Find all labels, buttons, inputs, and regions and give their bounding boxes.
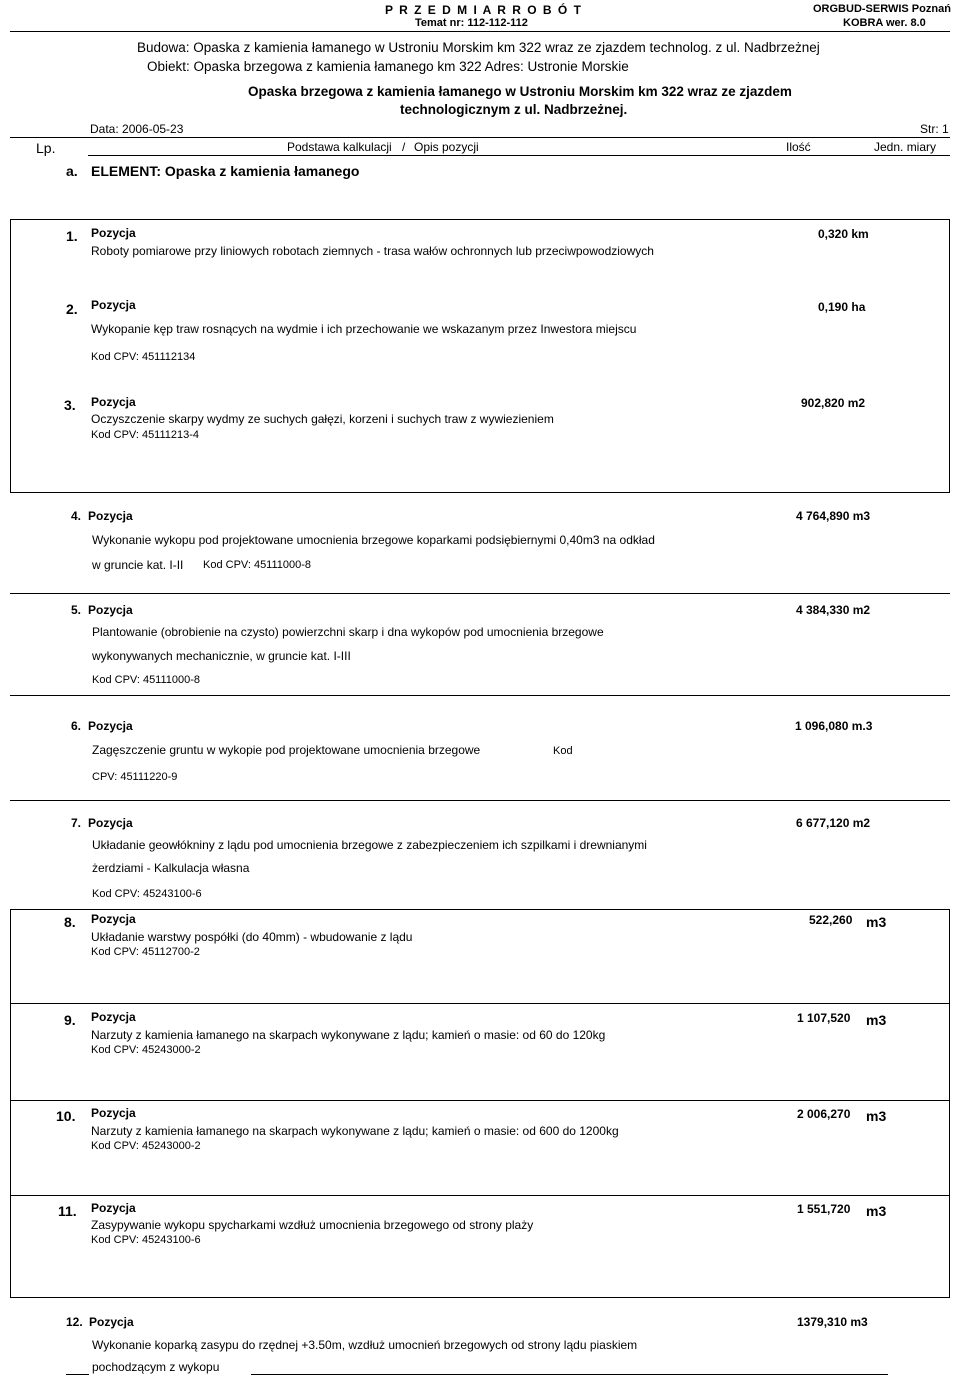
element-letter: a. xyxy=(66,163,78,179)
item-kod: Kod xyxy=(553,745,573,757)
item-cpv: CPV: 45111220-9 xyxy=(92,771,178,783)
item-description-cont: wykonywanych mechanicznie, w gruncie kat. I-III xyxy=(92,649,351,663)
item-description: Plantowanie (obrobienie na czysto) powierzchni skarp i dna wykopów pod umocnienia brzegowe xyxy=(92,625,604,639)
item-description: Zasypywanie wykopu spycharkami wzdłuż umocnienia brzegowego od strony plaży xyxy=(91,1218,534,1232)
item-quantity: 1379,310 m3 xyxy=(797,1315,868,1329)
item-description-cont: w gruncie kat. I-II xyxy=(92,558,184,572)
item-label: Pozycja xyxy=(91,1106,136,1120)
item-number: 11. xyxy=(58,1203,77,1219)
item-cpv: Kod CPV: 45243100-6 xyxy=(92,888,202,900)
item-label: Pozycja xyxy=(91,1201,136,1215)
item-quantity: 1 551,720 xyxy=(797,1202,851,1216)
column-unit: Jedn. miary xyxy=(874,140,937,154)
item-number: 5. xyxy=(71,603,82,617)
item-label: Pozycja xyxy=(88,719,133,733)
item-cpv: Kod CPV: 45243000-2 xyxy=(91,1044,201,1056)
software-version: KOBRA wer. 8.0 xyxy=(843,17,926,29)
item-cpv: Kod CPV: 45111000-8 xyxy=(203,559,312,571)
item-cpv: Kod CPV: 45243000-2 xyxy=(91,1140,201,1152)
document-title: P R Z E D M I A R R O B Ó T xyxy=(385,3,583,17)
page-number: Str: 1 xyxy=(920,122,949,136)
item-description: Układanie warstwy pospółki (do 40mm) - wbudowanie z lądu xyxy=(91,930,413,944)
item-label: Pozycja xyxy=(91,298,136,312)
item-quantity: 1 096,080 m.3 xyxy=(795,719,873,733)
document-date: Data: 2006-05-23 xyxy=(90,122,184,136)
item-description: Narzuty z kamienia łamanego na skarpach wykonywane z lądu; kamień o masie: od 600 do 1200kg xyxy=(91,1124,619,1138)
item-number: 8. xyxy=(64,914,76,930)
item-unit: m3 xyxy=(866,1203,887,1219)
column-rule xyxy=(88,155,950,156)
item-description: Wykonanie koparką zasypu do rzędnej +3.50m, wzdłuż umocnień brzegowych od strony lądu piaskiem xyxy=(92,1338,638,1352)
item-quantity: 4 764,890 m3 xyxy=(796,509,871,523)
item-label: Pozycja xyxy=(91,226,136,240)
item-label: Pozycja xyxy=(88,509,133,523)
item-quantity: 1 107,520 xyxy=(797,1011,851,1025)
item-quantity: 4 384,330 m2 xyxy=(796,603,871,617)
item-description: Zagęszczenie gruntu w wykopie pod projektowane umocnienia brzegowe xyxy=(92,743,481,757)
blank-line-left xyxy=(66,1374,89,1375)
item-unit: m3 xyxy=(866,914,887,930)
heading-line-1: Opaska brzegowa z kamienia łamanego w Ustroniu Morskim km 322 wraz ze zjazdem xyxy=(248,84,792,99)
obiekt-line: Obiekt: Opaska brzegowa z kamienia łamanego km 322 Adres: Ustronie Morskie xyxy=(147,59,629,74)
item-number: 7. xyxy=(71,816,82,830)
item-number: 2. xyxy=(66,301,78,317)
budowa-line: Budowa: Opaska z kamienia łamanego w Ustroniu Morskim km 322 wraz ze zjazdem technolog. z ul. Nadbrzeżnej xyxy=(137,40,820,55)
item-description: Narzuty z kamienia łamanego na skarpach wykonywane z lądu; kamień o masie: od 60 do 120kg xyxy=(91,1028,606,1042)
item-cpv: Kod CPV: 45112700-2 xyxy=(91,946,200,958)
item-description: Wykonanie wykopu pod projektowane umocnienia brzegowe koparkami podsiębiernymi 0,40m3 na odkład xyxy=(92,533,655,547)
item-quantity: 522,260 xyxy=(809,913,853,927)
item-number: 12. xyxy=(66,1315,83,1329)
item-label: Pozycja xyxy=(88,603,133,617)
item-description-cont: żerdziami - Kalkulacja własna xyxy=(92,861,250,875)
item-unit: m3 xyxy=(866,1108,887,1124)
item-number: 10. xyxy=(56,1108,76,1124)
item-quantity: 6 677,120 m2 xyxy=(796,816,871,830)
item-description: Roboty pomiarowe przy liniowych robotach ziemnych - trasa wałów ochronnych lub przeciwpowodziowych xyxy=(91,244,654,258)
item-number: 1. xyxy=(66,228,78,244)
item-label: Pozycja xyxy=(88,816,133,830)
item-number: 6. xyxy=(71,719,82,733)
column-description: Opis pozycji xyxy=(414,140,479,154)
item-description-cont: pochodzącym z wykopu xyxy=(92,1360,220,1374)
item-cpv: Kod CPV: 45111000-8 xyxy=(92,674,201,686)
element-title: ELEMENT: Opaska z kamienia łamanego xyxy=(91,163,360,179)
date-rule xyxy=(10,137,950,138)
item-description: Wykopanie kęp traw rosnących na wydmie i ich przechowanie we wskazanym przez Inwestora miejscu xyxy=(91,322,637,336)
item-cpv: Kod CPV: 451112134 xyxy=(91,351,196,363)
item-quantity: 902,820 m2 xyxy=(801,396,866,410)
item-quantity: 0,190 ha xyxy=(818,300,866,314)
column-separator: / xyxy=(402,140,406,154)
item-quantity: 0,320 km xyxy=(818,227,869,241)
column-lp: Lp. xyxy=(36,140,56,156)
heading-line-2: technologicznym z ul. Nadbrzeżnej. xyxy=(400,102,628,117)
item-label: Pozycja xyxy=(91,395,136,409)
column-basis: Podstawa kalkulacji xyxy=(287,140,392,154)
item-cpv: Kod CPV: 45111213-4 xyxy=(91,429,200,441)
item-quantity: 2 006,270 xyxy=(797,1107,851,1121)
item-unit: m3 xyxy=(866,1012,887,1028)
blank-line-right xyxy=(251,1374,888,1375)
item-label: Pozycja xyxy=(91,1010,136,1024)
item-label: Pozycja xyxy=(89,1315,134,1329)
item-number: 9. xyxy=(64,1012,76,1028)
company-name: ORGBUD-SERWIS Poznań xyxy=(813,3,951,15)
item-description: Oczyszczenie skarpy wydmy ze suchych gałęzi, korzeni i suchych traw z wywiezieniem xyxy=(91,412,554,426)
header-rule xyxy=(10,31,950,32)
item-description: Układanie geowłókniny z lądu pod umocnienia brzegowe z zabezpieczeniem ich szpilkami i drewnianymi xyxy=(92,838,647,852)
item-number: 4. xyxy=(71,509,82,523)
item-number: 3. xyxy=(64,397,76,413)
topic-number: Temat nr: 112-112-112 xyxy=(415,17,528,29)
item-cpv: Kod CPV: 45243100-6 xyxy=(91,1234,201,1246)
column-quantity: Ilość xyxy=(786,140,811,154)
item-label: Pozycja xyxy=(91,912,136,926)
